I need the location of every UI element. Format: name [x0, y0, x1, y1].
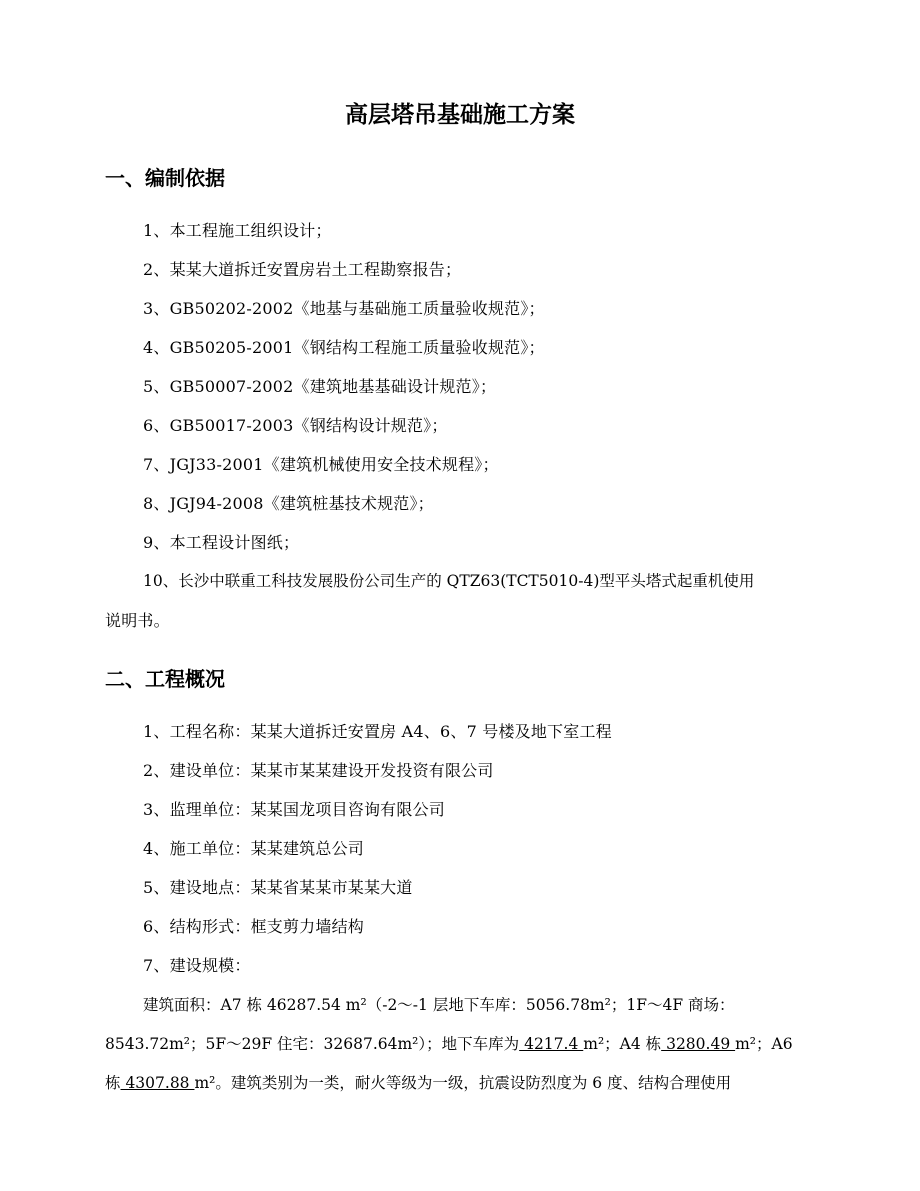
underlined-value: 3280.49	[661, 1035, 736, 1053]
list-item: 5、GB50007-2002《建筑地基基础设计规范》；	[143, 377, 497, 396]
list-item: 3、监理单位：某某国龙项目咨询有限公司	[143, 800, 445, 819]
document-title: 高层塔吊基础施工方案	[345, 102, 575, 128]
section-heading-basis: 一、编制依据	[105, 166, 225, 190]
list-item: 6、GB50017-2003《钢结构设计规范》；	[143, 416, 448, 435]
list-item: 5、建设地点：某某省某某市某某大道	[143, 878, 413, 897]
scale-text: m²；A6	[735, 1035, 793, 1053]
section-heading-overview: 二、工程概况	[105, 667, 225, 691]
scale-text: 栋	[105, 1074, 121, 1092]
list-item: 8、JGJ94-2008《建筑桩基技术规范》；	[143, 494, 434, 513]
list-item: 7、建设规模：	[143, 956, 251, 975]
scale-text: m²。建筑类别为一类，耐火等级为一级，抗震设防烈度为 6 度、结构合理使用	[194, 1074, 732, 1092]
scale-paragraph-line-1: 建筑面积：A7 栋 46287.54 m²（-2～-1 层地下车库：5056.78m²；1F～4F 商场：	[143, 996, 735, 1014]
list-item: 1、本工程施工组织设计；	[143, 221, 332, 240]
list-item: 6、结构形式：框支剪力墙结构	[143, 917, 364, 936]
scale-paragraph-line-2	[105, 1032, 793, 1054]
underlined-value: 4217.4	[519, 1035, 584, 1053]
underlined-value: 4307.88	[120, 1074, 195, 1092]
list-item: 4、GB50205-2001《钢结构工程施工质量验收规范》；	[143, 338, 545, 357]
list-item: 9、本工程设计图纸；	[143, 533, 300, 552]
list-item: 2、建设单位：某某市某某建设开发投资有限公司	[143, 761, 494, 780]
scale-text: 8543.72m²；5F～29F 住宅：32687.64m²）；地下车库为	[105, 1035, 520, 1053]
list-item: 7、JGJ33-2001《建筑机械使用安全技术规程》；	[143, 455, 499, 474]
list-item-continuation: 说明书。	[105, 611, 170, 630]
list-item: 1、工程名称：某某大道拆迁安置房 A4、6、7 号楼及地下室工程	[143, 722, 612, 741]
list-item: 10、长沙中联重工科技发展股份公司生产的 QTZ63(TCT5010-4)型平头塔式起重机使用	[143, 572, 755, 590]
list-item: 3、GB50202-2002《地基与基础施工质量验收规范》；	[143, 299, 545, 318]
list-item: 2、某某大道拆迁安置房岩土工程勘察报告；	[143, 260, 462, 279]
scale-text: m²；A4 栋	[583, 1035, 662, 1053]
list-item: 4、施工单位：某某建筑总公司	[143, 839, 364, 858]
scale-paragraph-line-3	[105, 1071, 731, 1093]
